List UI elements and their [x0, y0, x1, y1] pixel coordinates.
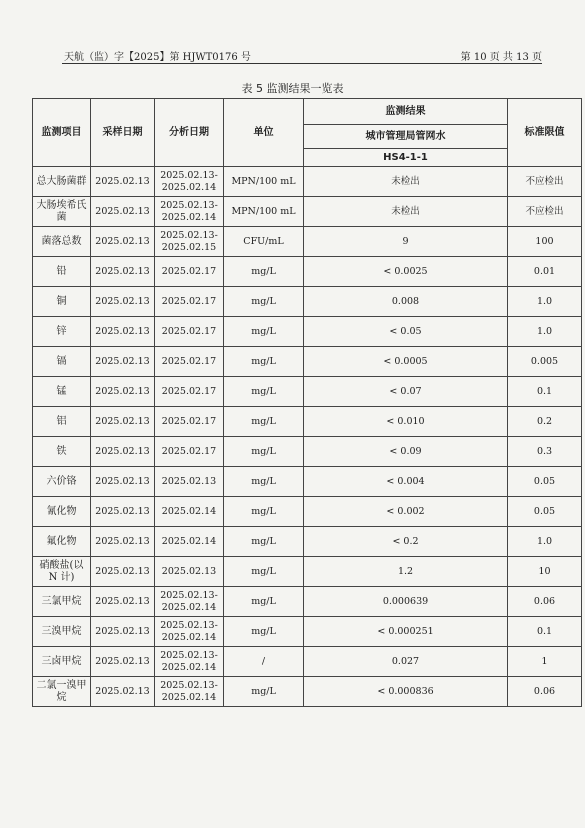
cell-item: 铜	[33, 287, 91, 317]
table-row	[33, 347, 582, 377]
cell-result: < 0.0005	[304, 347, 508, 377]
cell-item: 铅	[33, 257, 91, 287]
cell-analysis-date: 2025.02.13-2025.02.14	[155, 587, 224, 617]
cell-analysis-date: 2025.02.14	[155, 527, 224, 557]
cell-unit: mg/L	[224, 407, 304, 437]
cell-limit: 0.1	[508, 617, 582, 647]
cell-limit: 0.005	[508, 347, 582, 377]
cell-limit: 0.06	[508, 587, 582, 617]
cell-item: 三卤甲烷	[33, 647, 91, 677]
cell-item: 锰	[33, 377, 91, 407]
cell-limit: 0.2	[508, 407, 582, 437]
cell-limit: 10	[508, 557, 582, 587]
column-header-item: 监测项目	[33, 99, 91, 167]
table-row	[33, 167, 582, 197]
cell-analysis-date: 2025.02.17	[155, 437, 224, 467]
cell-result: < 0.002	[304, 497, 508, 527]
table-row	[33, 587, 582, 617]
cell-result: < 0.000251	[304, 617, 508, 647]
cell-sample-date: 2025.02.13	[91, 407, 155, 437]
cell-unit: mg/L	[224, 467, 304, 497]
cell-sample-date: 2025.02.13	[91, 287, 155, 317]
cell-result: < 0.09	[304, 437, 508, 467]
table-row	[33, 617, 582, 647]
column-header-analysis-date: 分析日期	[155, 99, 224, 167]
cell-limit: 1.0	[508, 287, 582, 317]
cell-sample-date: 2025.02.13	[91, 377, 155, 407]
cell-result: < 0.0025	[304, 257, 508, 287]
cell-limit: 0.06	[508, 677, 582, 707]
cell-limit: 不应检出	[508, 197, 582, 227]
table-body	[33, 167, 582, 707]
table-row	[33, 407, 582, 437]
document-reference: 天航（监）字【2025】第 HJWT0176 号	[64, 52, 251, 63]
cell-limit: 0.3	[508, 437, 582, 467]
cell-sample-date: 2025.02.13	[91, 197, 155, 227]
cell-sample-date: 2025.02.13	[91, 497, 155, 527]
column-header-site: 城市管理局管网水	[304, 125, 508, 149]
cell-limit: 1.0	[508, 527, 582, 557]
cell-sample-date: 2025.02.13	[91, 647, 155, 677]
cell-sample-date: 2025.02.13	[91, 317, 155, 347]
column-header-site-code: HS4-1-1	[304, 149, 508, 167]
table-title: 表 5 监测结果一览表	[241, 82, 344, 95]
column-header-unit: 单位	[224, 99, 304, 167]
cell-analysis-date: 2025.02.13-2025.02.14	[155, 617, 224, 647]
cell-analysis-date: 2025.02.17	[155, 377, 224, 407]
cell-sample-date: 2025.02.13	[91, 227, 155, 257]
cell-sample-date: 2025.02.13	[91, 557, 155, 587]
cell-result: 9	[304, 227, 508, 257]
cell-sample-date: 2025.02.13	[91, 257, 155, 287]
cell-limit: 0.05	[508, 467, 582, 497]
cell-limit: 不应检出	[508, 167, 582, 197]
cell-item: 硝酸盐(以 N 计)	[33, 557, 91, 587]
table-row	[33, 257, 582, 287]
table-row	[33, 467, 582, 497]
monitoring-results-table	[32, 98, 582, 707]
cell-unit: mg/L	[224, 617, 304, 647]
cell-limit: 0.05	[508, 497, 582, 527]
cell-item: 氟化物	[33, 527, 91, 557]
table-row	[33, 647, 582, 677]
cell-item: 总大肠菌群	[33, 167, 91, 197]
cell-item: 二氯一溴甲烷	[33, 677, 91, 707]
cell-analysis-date: 2025.02.13-2025.02.14	[155, 197, 224, 227]
header-divider	[62, 63, 542, 64]
cell-result: 1.2	[304, 557, 508, 587]
cell-item: 铁	[33, 437, 91, 467]
cell-result: < 0.05	[304, 317, 508, 347]
cell-item: 三氯甲烷	[33, 587, 91, 617]
cell-limit: 1.0	[508, 317, 582, 347]
cell-unit: mg/L	[224, 317, 304, 347]
cell-unit: mg/L	[224, 347, 304, 377]
cell-analysis-date: 2025.02.13-2025.02.15	[155, 227, 224, 257]
cell-unit: mg/L	[224, 257, 304, 287]
cell-unit: mg/L	[224, 497, 304, 527]
cell-result: 未检出	[304, 197, 508, 227]
cell-unit: CFU/mL	[224, 227, 304, 257]
cell-analysis-date: 2025.02.17	[155, 257, 224, 287]
cell-unit: mg/L	[224, 587, 304, 617]
table-row	[33, 677, 582, 707]
cell-result: < 0.004	[304, 467, 508, 497]
cell-item: 菌落总数	[33, 227, 91, 257]
cell-analysis-date: 2025.02.17	[155, 347, 224, 377]
cell-analysis-date: 2025.02.13-2025.02.14	[155, 647, 224, 677]
page-header	[64, 44, 542, 64]
cell-analysis-date: 2025.02.13	[155, 557, 224, 587]
column-header-results: 监测结果	[304, 99, 508, 125]
cell-item: 锌	[33, 317, 91, 347]
table-row	[33, 527, 582, 557]
table-row	[33, 197, 582, 227]
cell-item: 镉	[33, 347, 91, 377]
cell-result: < 0.07	[304, 377, 508, 407]
cell-unit: mg/L	[224, 527, 304, 557]
cell-item: 大肠埃希氏菌	[33, 197, 91, 227]
cell-analysis-date: 2025.02.17	[155, 287, 224, 317]
cell-sample-date: 2025.02.13	[91, 347, 155, 377]
cell-sample-date: 2025.02.13	[91, 467, 155, 497]
cell-analysis-date: 2025.02.17	[155, 317, 224, 347]
cell-analysis-date: 2025.02.14	[155, 497, 224, 527]
cell-item: 六价铬	[33, 467, 91, 497]
cell-sample-date: 2025.02.13	[91, 587, 155, 617]
cell-unit: mg/L	[224, 677, 304, 707]
cell-analysis-date: 2025.02.13-2025.02.14	[155, 677, 224, 707]
column-header-limit: 标准限值	[508, 99, 582, 167]
cell-result: 未检出	[304, 167, 508, 197]
cell-unit: mg/L	[224, 557, 304, 587]
cell-sample-date: 2025.02.13	[91, 677, 155, 707]
cell-unit: mg/L	[224, 437, 304, 467]
cell-sample-date: 2025.02.13	[91, 527, 155, 557]
cell-result: < 0.010	[304, 407, 508, 437]
cell-unit: /	[224, 647, 304, 677]
cell-item: 氰化物	[33, 497, 91, 527]
cell-item: 铝	[33, 407, 91, 437]
table-row	[33, 497, 582, 527]
cell-limit: 100	[508, 227, 582, 257]
cell-sample-date: 2025.02.13	[91, 617, 155, 647]
cell-unit: MPN/100 mL	[224, 197, 304, 227]
table-row	[33, 377, 582, 407]
cell-unit: MPN/100 mL	[224, 167, 304, 197]
cell-limit: 1	[508, 647, 582, 677]
cell-result: 0.027	[304, 647, 508, 677]
table-row	[33, 287, 582, 317]
page-number: 第 10 页 共 13 页	[460, 52, 542, 63]
table-row	[33, 437, 582, 467]
table-row	[33, 557, 582, 587]
column-header-sample-date: 采样日期	[91, 99, 155, 167]
cell-sample-date: 2025.02.13	[91, 167, 155, 197]
cell-unit: mg/L	[224, 287, 304, 317]
cell-analysis-date: 2025.02.13-2025.02.14	[155, 167, 224, 197]
cell-limit: 0.01	[508, 257, 582, 287]
cell-limit: 0.1	[508, 377, 582, 407]
cell-result: 0.000639	[304, 587, 508, 617]
cell-analysis-date: 2025.02.17	[155, 407, 224, 437]
cell-result: < 0.2	[304, 527, 508, 557]
cell-sample-date: 2025.02.13	[91, 437, 155, 467]
cell-result: < 0.000836	[304, 677, 508, 707]
cell-analysis-date: 2025.02.13	[155, 467, 224, 497]
table-row	[33, 317, 582, 347]
cell-unit: mg/L	[224, 377, 304, 407]
cell-result: 0.008	[304, 287, 508, 317]
table-row	[33, 227, 582, 257]
cell-item: 三溴甲烷	[33, 617, 91, 647]
